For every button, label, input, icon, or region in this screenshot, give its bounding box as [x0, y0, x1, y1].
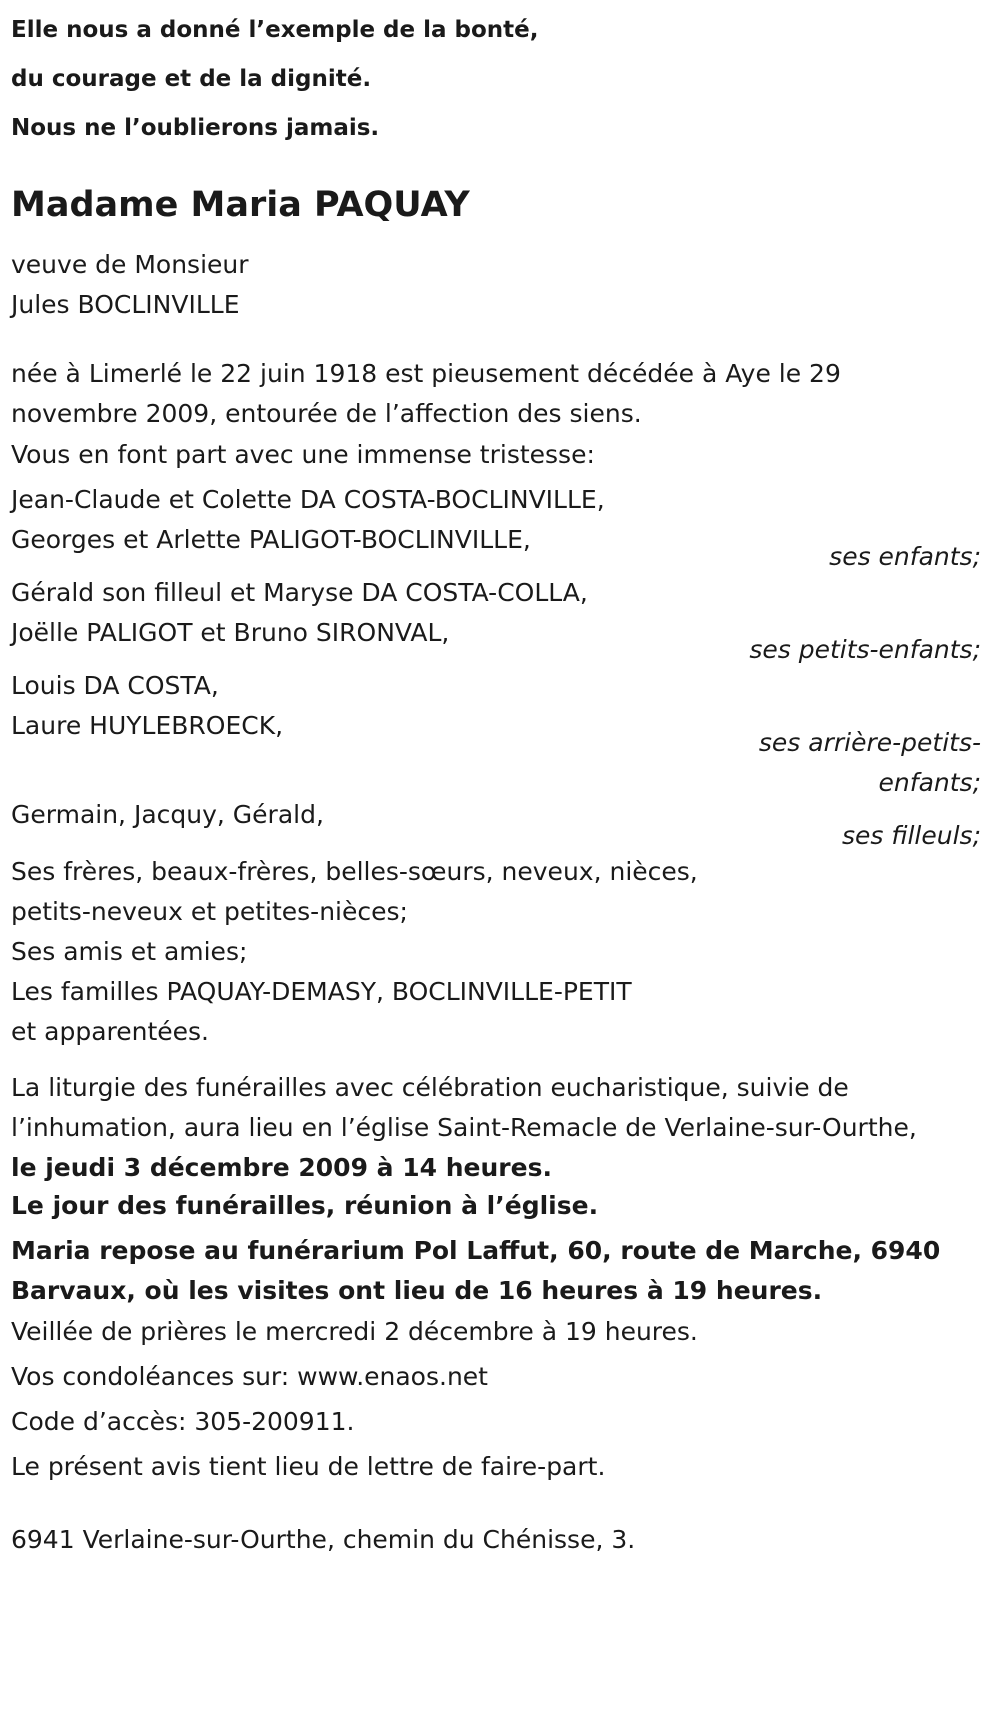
- vigil: Veillée de prières le mercredi 2 décembre à 19 heures.: [11, 1317, 698, 1346]
- widow-line: Jules BOCLINVILLE: [11, 290, 240, 319]
- motto-line: Nous ne l’oublierons jamais.: [11, 115, 380, 141]
- list-item: Georges et Arlette PALIGOT-BOCLINVILLE,: [11, 525, 531, 554]
- role-line: enfants;: [878, 768, 981, 797]
- announcement: Vous en font part avec une immense tristesse:: [11, 440, 595, 469]
- address: 6941 Verlaine-sur-Ourthe, chemin du Chénisse, 3.: [11, 1525, 636, 1554]
- motto-line: du courage et de la dignité.: [11, 66, 372, 92]
- list-item: Ses amis et amies;: [11, 937, 248, 966]
- liturgy: [11, 1068, 985, 1188]
- liturgy-date: le jeudi 3 décembre 2009 à 14 heures.: [11, 1153, 552, 1182]
- motto-line: Elle nous a donné l’exemple de la bonté,: [11, 17, 539, 43]
- godchildren-list: [11, 795, 985, 835]
- widow-of: [11, 245, 985, 325]
- list-item: petits-neveux et petites-nièces;: [11, 897, 408, 926]
- birth-line: novembre 2009, entourée de l’affection des siens.: [11, 399, 642, 428]
- funerarium: [11, 1231, 985, 1311]
- list-item: Jean-Claude et Colette DA COSTA-BOCLINVILLE,: [11, 485, 605, 514]
- list-item: Louis DA COSTA,: [11, 671, 219, 700]
- funerarium-line: Maria repose au funérarium Pol Laffut, 60, route de Marche, 6940: [11, 1236, 941, 1265]
- list-item: Gérald son filleul et Maryse DA COSTA-COLLA,: [11, 578, 588, 607]
- list-item: Laure HUYLEBROECK,: [11, 711, 284, 740]
- list-item: et apparentées.: [11, 1017, 209, 1046]
- list-item: Joëlle PALIGOT et Bruno SIRONVAL,: [11, 618, 450, 647]
- great-grandchildren-role: [759, 723, 981, 803]
- list-item: Ses frères, beaux-frères, belles-sœurs, neveux, nièces,: [11, 857, 698, 886]
- list-item: Germain, Jacquy, Gérald,: [11, 800, 324, 829]
- liturgy-line: l’inhumation, aura lieu en l’église Saint-Remacle de Verlaine-sur-Ourthe,: [11, 1113, 917, 1142]
- birth-death: [11, 354, 985, 434]
- condolences: Vos condoléances sur: www.enaos.net: [11, 1362, 488, 1391]
- grandchildren-role: ses petits-enfants;: [749, 635, 981, 664]
- list-item: Les familles PAQUAY-DEMASY, BOCLINVILLE-PETIT: [11, 977, 632, 1006]
- notice: Le présent avis tient lieu de lettre de faire-part.: [11, 1452, 606, 1481]
- role-line: ses arrière-petits-: [758, 728, 981, 757]
- deceased-name: Madame Maria PAQUAY: [11, 185, 470, 225]
- access-code: Code d’accès: 305-200911.: [11, 1407, 355, 1436]
- birth-line: née à Limerlé le 22 juin 1918 est pieusement décédée à Aye le 29: [11, 359, 841, 388]
- meeting-note: Le jour des funérailles, réunion à l’église.: [11, 1191, 599, 1220]
- family-list: [11, 852, 985, 1052]
- godchildren-role: ses filleuls;: [841, 821, 981, 850]
- children-role: ses enfants;: [829, 542, 981, 571]
- liturgy-line: La liturgie des funérailles avec célébration eucharistique, suivie de: [11, 1073, 849, 1102]
- motto: [11, 6, 971, 153]
- funerarium-line: Barvaux, où les visites ont lieu de 16 heures à 19 heures.: [11, 1276, 823, 1305]
- widow-line: veuve de Monsieur: [11, 250, 249, 279]
